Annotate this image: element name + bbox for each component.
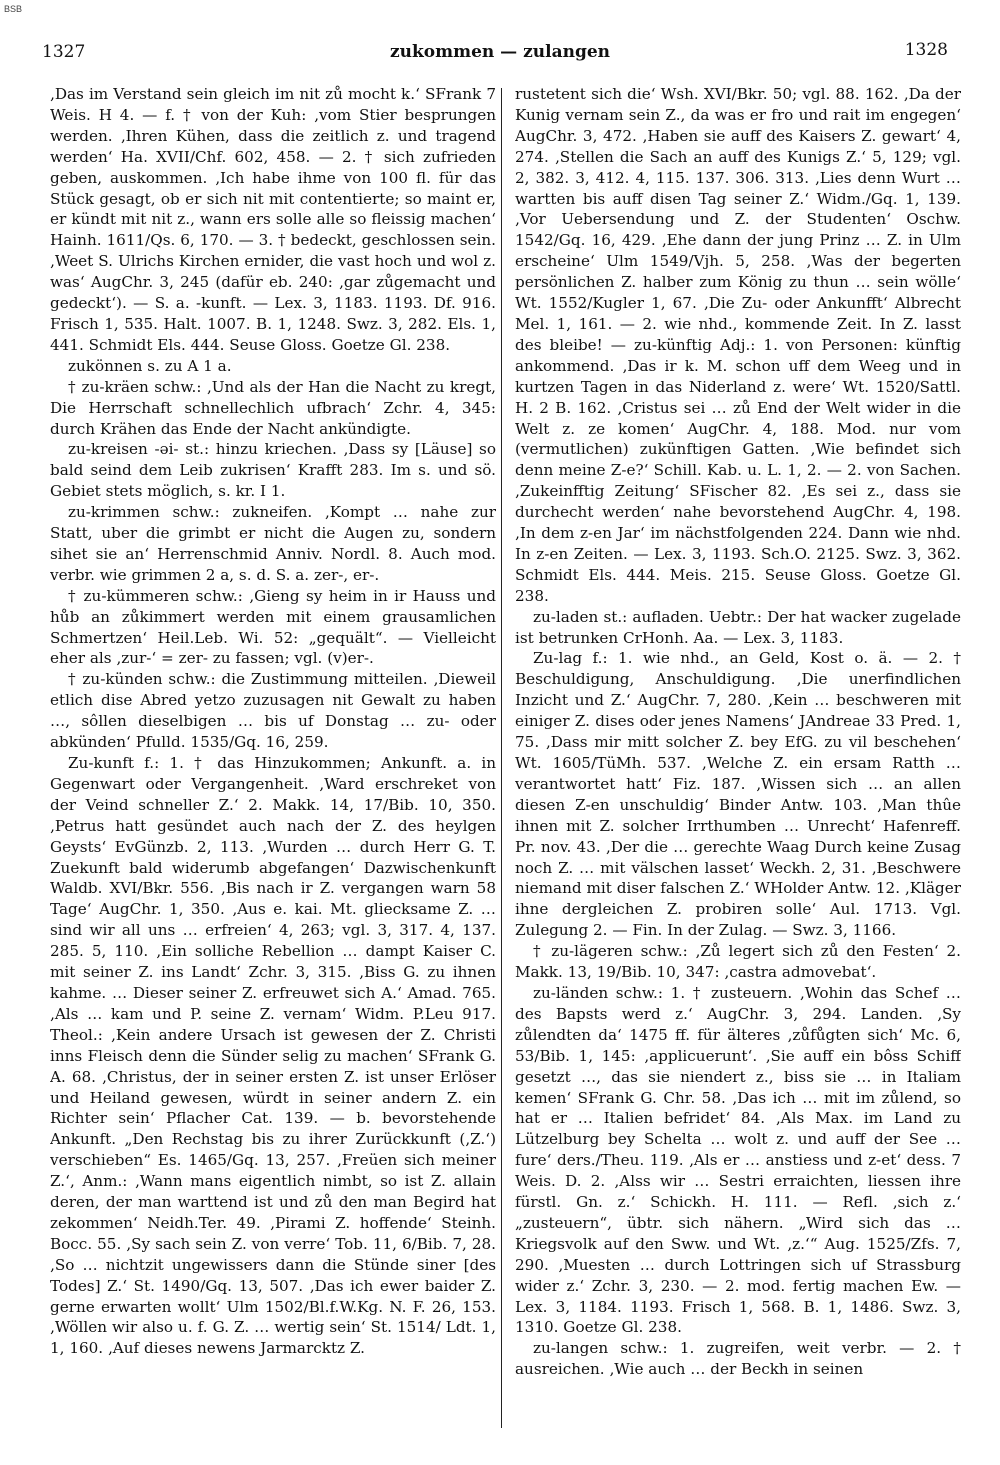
entry-zulag: Zu-lag f.: 1. wie nhd., an Geld, Kost o. ä. — 2. † Beschuldigung, Anschuldigung. ‚Die unerfindlichen Inzicht und Z.‘ AugChr. 7, 280. ‚Kein … beschweren mit einiger Z. dises oder jenes Namens‘ JAndreae 33 Pred. 1, 75. ‚Dass mir mitt solcher Z. bey EfG. zu vil beschehen‘ Wt. 1605/TüMh. 537. ‚Welche Z. ein ersam Ratth … verantwortet hatt‘ Fiz. 187. ‚Wissen sich … an allen diesen Z-en unschuldig‘ Binder Antw. 103. ‚Man thûe ihnen mit Z. solcher Irrthumben … Unrecht‘ Hafenreff. Pr. nov. 43. ‚Der die … gerechte Waag Durch keine Zusag noch Z. … mit välschen lasset‘ Weckh. 2, 31. ‚Beschwere niemand mit diser falschen Z.‘ WHolder Antw. 12. ‚Kläger ihne dergleichen Z. probiren solle‘ Aul. 1713. Vgl. Zulegung 2. — Fin. In der Zulag. — Swz. 3, 1166. — [515, 649, 961, 940]
entry-zulaegeren: † zu-lägeren schw.: ‚Zů legert sich zů den Festen‘ 2. Makk. 13, 19/Bib. 10, 347: ‚castra admovebat‘. — [515, 942, 961, 982]
library-stamp: BSB — [4, 4, 23, 14]
entry-paragraph: ‚Das im Verstand sein gleich im nit zů mocht k.‘ SFrank 7 Weis. H 4. — f. † von der Kuh: ‚vom Stier besprungen werden. ‚Ihren Kühen, dass die zeitlich z. und tragend werden‘ Ha. XVII/Chf. 602, 458. — 2. † sich zufrieden geben, auskommen. ‚Ich habe ihme von 100 fl. für das Stück gesagt, ob er sich nit mit contentierte; so maint er, er kündt mit nit z., wann ers solle alle so fleissig machen‘ Hainh. 1611/Qs. 6, 170. — 3. † bedeckt, geschlossen sein. ‚Weet S. Ulrichs Kirchen ernider, die vast hoch und wol z. was‘ AugChr. 3, 245 (dafür eb. 240: ‚gar zůgemacht und gedeckt‘). — S. a. -kunft. — Lex. 3, 1183. 1193. Df. 916. Frisch 1, 535. Halt. 1007. B. 1, 1248. Swz. 3, 282. Els. 1, 441. Schmidt Els. 444. Seuse Gloss. Goetze Gl. 238. — [50, 85, 496, 354]
entry-zulangen: zu-langen schw.: 1. zugreifen, weit verbr. — 2. † ausreichen. ‚Wie auch … der Beckh in seinen — [515, 1339, 961, 1379]
entry-zukuenden: † zu-künden schw.: die Zustimmung mitteilen. ‚Dieweil etlich dise Abred yetzo zuzusagen nit Gewalt zu haben …, sôllen dieselbigen … bis uf Donstag … zu- oder abkünden‘ Pfulld. 1535/Gq. 16, 259. — [50, 670, 496, 752]
entry-zukrimmen: zu-krimmen schw.: zukneifen. ‚Kompt … nahe zur Statt, uber die grimbt er nicht die Augen zu, sondern sihet sie an‘ Herrenschmid Anniv. Nordl. 8. Auch mod. verbr. wie grimmen 2 a, s. d. S. a. zer-, er-. — [50, 503, 496, 584]
entry-zuladen: zu-laden st.: aufladen. Uebtr.: Der hat wacker zugelade ist betrunken CrHonh. Aa. — Lex. 3, 1183. — [515, 607, 961, 647]
page-number-right: 1328 — [904, 40, 948, 60]
entry-zukoennen: zukönnen s. zu A 1 a. — [68, 356, 232, 375]
column-divider — [501, 88, 502, 1428]
entry-zukreisen: zu-kreisen -əi- st.: hinzu kriechen. ‚Dass sy [Läuse] so bald seind dem Leib zukrisen‘ Krafft 283. Im s. und sö. Gebiet stets möglich, s. kr. I 1. — [50, 440, 496, 501]
entry-zulaenden: zu-länden schw.: 1. † zusteuern. ‚Wohin das Schef … des Bapsts werd z.‘ AugChr. 3, 294. Landen. ‚Sy zůlendten da‘ 1475 ff. für älteres ‚zůfůgten sich‘ Mc. 6, 53/Bib. 1, 145: ‚applicuerunt‘. ‚Sie auff ein bôss Schiff gesetzt …, das sie niendert z., biss sie … in Italiam kemen‘ SFrank G. Chr. 58. ‚Das ich … mit im zůlend, so hat er … Italien befridet‘ 84. ‚Als Max. im Land zu Lützelburg bey Schelta … wolt z. und auff der See … fure‘ ders./Theu. 119. ‚Als er … anstiess und z-et‘ dess. 7 Weis. D. 2. ‚Alss wir … Sestri erraichten, liessen ihre fürstl. Gn. z.‘ Schickh. H. 111. — Refl. ‚sich z.‘ „zusteuern“, übtr. sich nähern. „Wird sich das … Kriegsvolk auf den Sww. und Wt. ‚z.‘“ Aug. 1525/Zfs. 7, 290. ‚Muesten … durch Lottringen sich uf Strassburg wider z.‘ Zchr. 3, 230. — 2. mod. fertig machen Ew. — Lex. 3, 1184. 1193. Frisch 1, 568. B. 1, 1486. Swz. 3, 1310. Goetze Gl. 238. — [515, 983, 961, 1337]
left-column — [50, 84, 496, 1444]
running-title: zukommen — zulangen — [389, 42, 611, 62]
page-header — [0, 30, 1000, 70]
page-number-left: 1327 — [42, 42, 86, 62]
right-column — [515, 84, 961, 1444]
entry-paragraph: rustetent sich die‘ Wsh. XVI/Bkr. 50; vgl. 88. 162. ‚Da der Kunig vernam sein Z., da was er fro und rait im engegen‘ AugChr. 3, 472. ‚Haben sie auff des Kaisers Z. gewart‘ 4, 274. ‚Stellen die Sach an auff des Kunigs Z.‘ 5, 129; vgl. 2, 382. 3, 412. 4, 115. 137. 306. 313. ‚Lies denn Wurt … wartten bis auff disen Tag seiner Z.‘ Widm./Gq. 1, 139. ‚Vor Uebersendung und Z. der Studenten‘ Oschw. 1542/Gq. 16, 429. ‚Ehe dann der jung Prinz … Z. in Ulm erscheine‘ Ulm 1549/Vjh. 5, 258. ‚Was der begerten persönlichen Z. halber zum König zu thun … sein wölle‘ Wt. 1552/Kugler 1, 67. ‚Die Zu- oder Ankunfft‘ Albrecht Mel. 1, 161. — 2. wie nhd., kommende Zeit. In Z. lasst des bleibe! — zu-künftig Adj.: 1. von Personen: künftig ankommend. ‚Das ir k. M. schon uff dem Weeg und in kurtzen Tagen in das Niderland z. were‘ Wt. 1520/Sattl. H. 2 B. 162. ‚Cristus sei … zů End der Welt wider in die Welt z. ze komen‘ AugChr. 4, 188. Mod. nur vom (vermutlichen) zukünftigen Gatten. ‚Wie befindet sich denn meine Z-e?‘ Schill. Kab. u. L. 1, 2. — 2. von Sachen. ‚Zukeinfftig Zeitung‘ SFischer 82. ‚Es sei z., dass sie durchecht werden‘ nahe bevorstehend AugChr. 4, 198. ‚In dem z-en Jar‘ im nächstfolgenden 224. Dann wie nhd. In z-en Zeiten. — Lex. 3, 1193. Sch.O. 2125. Swz. 3, 362. Schmidt Els. 444. Meis. 215. Seuse Gloss. Goetze Gl. 238. — [515, 85, 961, 605]
entry-zukraeen: † zu-kräen schw.: ‚Und als der Han die Nacht zu kregt, Die Herrschaft schnellechlich ufbrach‘ Zchr. 4, 345: durch Krähen das Ende der Nacht ankündigte. — [50, 377, 496, 438]
entry-zukuemmeren: † zu-kümmeren schw.: ‚Gieng sy heim in ir Hauss und hůb an zůkimmert werden mit einem grausamlichen Schmertzen‘ Heil.Leb. Wi. 52: „gequält“. — Vielleicht eher als ‚zur-‘ = zer- zu fassen; vgl. (v)er-. — [50, 586, 496, 668]
entry-zukunft: Zu-kunft f.: 1. † das Hinzukommen; Ankunft. a. in Gegenwart oder Vergangenheit. ‚Ward erschreket von der Veind schneller Z.‘ 2. Makk. 14, 17/Bib. 10, 350. ‚Petrus hatt gesündet auch nach der Z. des heylgen Geysts‘ EvGünzb. 2, 113. ‚Wurden … durch Herr G. T. Zuekunft bald widerumb abgefangen‘ Dazwischenkunft Waldb. XVI/Bkr. 556. ‚Bis nach ir Z. vergangen warn 58 Tage‘ AugChr. 1, 350. ‚Aus e. kai. Mt. gliecksame Z. … sind wir all uns … erfreien‘ 4, 263; vgl. 3, 317. 4, 137. 285. 5, 110. ‚Ein solliche Rebellion … dampt Kaiser C. mit seiner Z. ins Landt‘ Zchr. 3, 315. ‚Biss G. zu ihnen kahme. … Dieser seiner Z. erfreuwet sich A.‘ Amad. 765. ‚Als … kam und P. seine Z. vernam‘ Widm. P.Leu 917. Theol.: ‚Kein andere Ursach ist gewesen der Z. Christi inns Fleisch denn die Sünder selig zu machen‘ SFrank G. A. 68. ‚Christus, der in seiner ersten Z. ist unser Erlöser und Heiland gewesen, würdt in seiner andern Z. ein Richter sein‘ Pflacher Cat. 139. — b. bevorstehende Ankunft. „Den Rechstag bis zu ihrer Zurückkunft (‚Z.‘) verschieben“ Es. 1465/Gq. 13, 257. ‚Freüen sich meiner Z.‘, Anm.: ‚Wann mans eigentlich nimbt, so ist Z. allain deren, der man warttend ist und zů den man Begird hat zekommen‘ Neidh.Ter. 49. ‚Pirami Z. hoffende‘ Steinh. Bocc. 55. ‚Sy sach sein Z. von verre‘ Tob. 11, 6/Bib. 7, 28. ‚So … nichtzit ungewissers dann die Stünde siner [des Todes] Z.‘ St. 1490/Gq. 13, 507. ‚Das ich ewer baider Z. gerne erwarten wollt‘ Ulm 1502/Bl.f.W.Kg. N. F. 26, 153. ‚Wöllen wir also u. f. G. Z. … wertig sein‘ St. 1514/ Ldt. 1, 1, 160. ‚Auf dieses newens Jarmarcktz Z. — [50, 754, 496, 1358]
